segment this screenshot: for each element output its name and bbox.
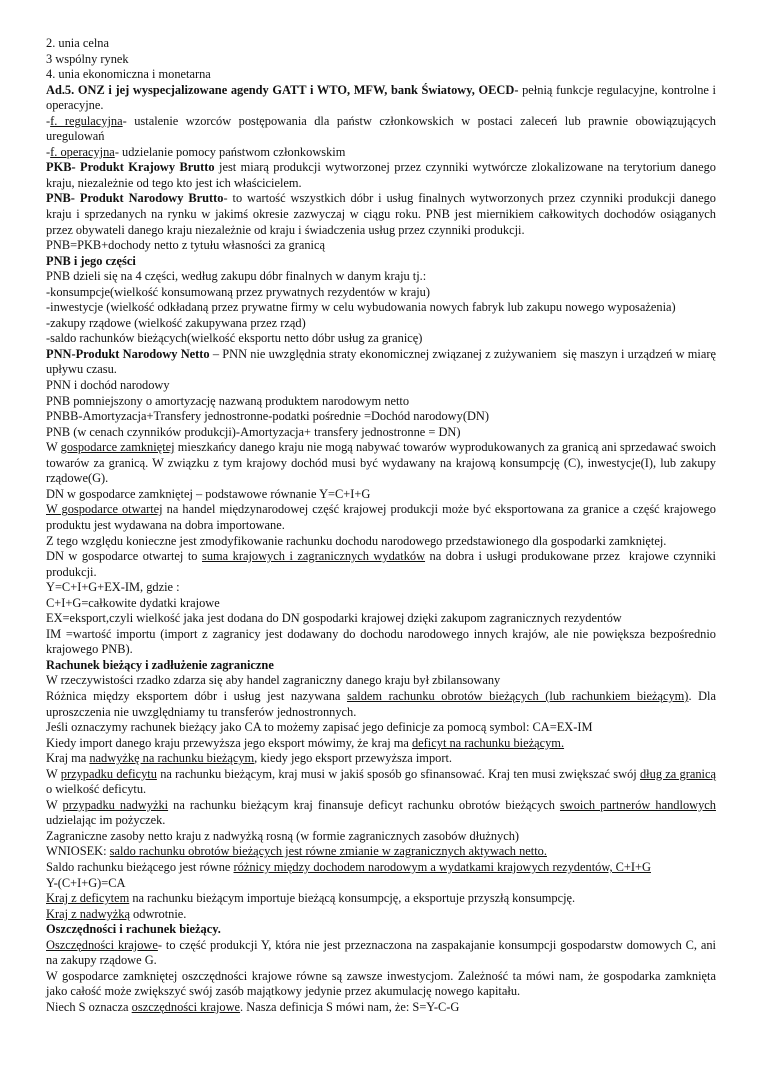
regulatory-function-term: f. regulacyjna	[50, 113, 123, 128]
paragraph-closed-economy-savings: W gospodarce zamkniętej oszczędności krajowe równe są zawsze inwestycjom. Zależność ta mówi nam, że gospodarka zamknięta jako całość może zwiększyć swój zasób majątkowy jedynie przez akumulację nowego kapitału.	[46, 968, 716, 999]
domestic-foreign-spending-term: suma krajowych i zagranicznych wydatków	[202, 549, 426, 564]
domestic-spending-definition: C+I+G=całkowite dydatki krajowe	[46, 595, 220, 610]
gnp-term: PNB- Produkt Narodowy Brutto	[46, 191, 224, 206]
operational-function-term: f. operacyjna	[50, 144, 115, 159]
agencies-heading: Ad.5. ONZ i jej wyspecjalizowane agendy GATT i WTO, MFW, bank Światowy, OECD-	[46, 82, 519, 97]
current-account-formula: Jeśli oznaczymy rachunek bieżący jako CA to możemy zapisać jego definicje za pomocą symbol: CA=EX-IM	[46, 720, 593, 735]
paragraph-nnp	[46, 346, 720, 378]
current-account-surplus-term: nadwyżkę na rachunku bieżącym	[89, 751, 255, 766]
foreign-assets-note: Zagraniczne zasoby netto kraju z nadwyżką rosną (w formie zagranicznych zasobów dłużnych)	[46, 828, 520, 843]
surplus-financing-end: udzielając im pożyczek.	[46, 813, 166, 828]
list-item-economic-union: 4. unia ekonomiczna i monetarna	[46, 67, 211, 82]
gdp-term: PKB- Produkt Krajowy Brutto	[46, 160, 215, 175]
current-account-balance-text: . Dla uproszczenia nie uwzględniamy tu transferów jednostronnych.	[46, 688, 716, 719]
current-account-deficit-term: deficyt na rachunku bieżącym.	[411, 735, 565, 750]
nnp-term: PNN-Produkt Narodowy Netto	[46, 346, 210, 361]
savings-term: oszczędności krajowe	[131, 999, 241, 1014]
paragraph-savings-definition	[46, 1000, 716, 1016]
national-income-formula-1: PNBB-Amortyzacja+Transfery jednostronne-podatki pośrednie =Dochód narodowy(DN)	[46, 409, 489, 424]
gnp-part-government: -zakupy rządowe (wielkość zakupywana przez rząd)	[46, 315, 306, 330]
agencies-text: pełnią funkcje regulacyjne, kontrolne i operacyjne.	[46, 82, 716, 113]
paragraph-surplus	[46, 751, 716, 767]
paragraph-gnp	[46, 191, 716, 238]
paragraph-gdp	[46, 160, 716, 191]
open-economy-term: W gospodarce otwartej	[46, 502, 163, 517]
trade-balance-note: W rzeczywistości rzadko zdarza się aby handel zagraniczny danego kraju był zbilansowany	[46, 673, 501, 688]
national-savings-text: - to część produkcji Y, która nie jest przeznaczona na zaspakajanie konsumpcji gospodarstw domowych C, ani na zakupy rządowe G.	[46, 937, 716, 968]
surplus-country-text: odwrotnie.	[129, 906, 187, 921]
text: WNIOSEK:	[46, 844, 110, 859]
paragraph-open-economy	[46, 502, 716, 533]
paragraph-current-account-balance	[46, 689, 716, 720]
open-economy-text: na handel międzynarodowej część krajowej produkcji może być eksportowana za granice a część krajowego produktu jest wydawana na dobra importowane.	[46, 502, 717, 532]
nnp-national-income: PNN i dochód narodowy	[46, 378, 170, 393]
balance-formula: Y-(C+I+G)=CA	[46, 875, 126, 890]
list-item-common-market: 3 wspólny rynek	[46, 51, 129, 66]
text: DN w gospodarce otwartej to	[46, 549, 202, 564]
surplus-text: , kiedy jego eksport przewyższa import.	[254, 751, 453, 766]
open-economy-income-text: na dobra i usługi produkowane przez krajowe czynniki produkcji.	[46, 549, 720, 579]
paragraph-deficit-financing	[46, 767, 716, 798]
paragraph-operational-function	[46, 145, 716, 161]
trading-partners-term: swoich partnerów handlowych	[559, 797, 716, 812]
paragraph-closed-economy	[46, 440, 716, 487]
paragraph-surplus-financing	[46, 798, 716, 829]
text: W	[46, 797, 63, 812]
paragraph-deficit	[46, 736, 716, 752]
deficit-country-text: na rachunku bieżącym importuje bieżącą konsumpcję, a eksportuje przyszłą konsumpcję.	[129, 891, 576, 906]
text: Różnica między eksportem dóbr i usług jest nazywana	[46, 688, 347, 703]
paragraph-modification: Z tego względu konieczne jest zmodyfikowanie rachunku dochodu narodowego przedstawionego dla gospodarki zamkniętej.	[46, 533, 667, 548]
operational-function-text: - udzielanie pomocy państwom członkowskim	[114, 144, 346, 159]
deficit-case-term: przypadku deficytu	[60, 766, 157, 781]
text: Saldo rachunku bieżącego jest równe	[46, 859, 234, 874]
gnp-part-current-account: -saldo rachunków bieżących(wielkość eksportu netto dóbr usług za granicę)	[46, 331, 423, 346]
income-spending-difference-term: różnicy między dochodem narodowym a wydatkami krajowych rezydentów, C+I+G	[233, 859, 651, 874]
surplus-financing-text: na rachunku bieżącym kraj finansuje deficyt rachunku obrotów bieżących	[168, 797, 560, 812]
gnp-text: - to wartość wszystkich dóbr i usług finalnych wytworzonych przez czynniki produkcji danego kraju i sprzedanych na rynku w jakimś okresie zazwyczaj w ciągu roku. PNB jest miernikiem całkowitych dochodów osiąganych przez obywateli danego kraju niezależnie od kraju i świadczenia usług przez czynniki produkcji.	[46, 191, 716, 237]
national-income-formula-2: PNB (w cenach czynników produkcji)-Amortyzacja+ transfery jednostronne = DN)	[46, 424, 461, 439]
closed-economy-term: gospodarce zamkniętej	[60, 440, 175, 455]
gdp-text: jest miarą produkcji wytworzonej przez czynniki wytwórcze zlokalizowane na terytorium danego kraju, niezależnie od tego kto jest ich właścicielem.	[46, 160, 716, 190]
text: Niech S oznacza	[46, 999, 132, 1014]
closed-economy-equation: DN w gospodarce zamkniętej – podstawowe równanie Y=C+I+G	[46, 486, 371, 501]
text: Kraj ma	[46, 751, 90, 766]
surplus-case-term: przypadku nadwyżki	[62, 797, 169, 812]
gnp-part-consumption: -konsumpcje(wielkość konsumowaną przez prywatnych rezydentów w kraju)	[46, 284, 430, 299]
foreign-debt-term: dług za granicą	[639, 766, 717, 781]
deficit-country-term: Kraj z deficytem	[46, 891, 130, 906]
dash: -	[46, 144, 51, 159]
text: W	[46, 766, 61, 781]
open-economy-equation: Y=C+I+G+EX-IM, gdzie :	[46, 580, 180, 595]
deficit-financing-end: o wielkość deficytu.	[46, 782, 147, 797]
national-savings-term: Oszczędności krajowe	[46, 937, 158, 952]
gnp-parts-intro: PNB dzieli się na 4 części, według zakupu dóbr finalnych w danym kraju tj.:	[46, 269, 427, 284]
regulatory-function-text: - ustalenie wzorców postępowania dla państw członkowskich w postaci zaleceń lub prawnie obowiązujących uregulowań	[46, 113, 716, 144]
paragraph-deficit-country	[46, 891, 716, 907]
nnp-definition: PNB pomniejszony o amortyzację nazwaną produktem narodowym netto	[46, 393, 410, 408]
export-definition: EX=eksport,czyli wielkość jaka jest dodana do DN gospodarki krajowej dzięki zakupom zagranicznych rezydentów	[46, 611, 622, 626]
gnp-part-investment: -inwestycje (wielkość odkładaną przez prywatne firmy w celu wybudowania nowych fabryk lub zakupu nowego wyposażenia)	[46, 300, 676, 315]
paragraph-regulatory-function	[46, 114, 716, 145]
paragraph-open-economy-income	[46, 549, 720, 580]
savings-definition-text: . Nasza definicja S mówi nam, że: S=Y-C-G	[240, 999, 460, 1014]
conclusion-term: saldo rachunku obrotów bieżących jest równe zmianie w zagranicznych aktywach netto.	[109, 844, 547, 859]
gnp-formula: PNB=PKB+dochody netto z tytułu własności za granicą	[46, 238, 325, 253]
paragraph-international-agencies	[46, 83, 716, 114]
heading-current-account: Rachunek bieżący i zadłużenie zagraniczne	[46, 657, 274, 672]
text: Kiedy import danego kraju przewyższa jego eksport mówimy, że kraj ma	[46, 735, 412, 750]
paragraph-national-savings	[46, 938, 716, 969]
current-account-balance-term: saldem rachunku obrotów bieżących (lub rachunkiem bieżącym)	[346, 688, 689, 703]
nnp-text: – PNN nie uwzględnia straty ekonomicznej związanej z zużywaniem się maszyn i urządzeń w miarę upływu czasu.	[46, 346, 720, 377]
surplus-country-term: Kraj z nadwyżką	[46, 906, 130, 921]
deficit-financing-text: na rachunku bieżącym, kraj musi w jakiś sposób go sfinansować. Kraj ten musi zwiększać swój	[156, 766, 640, 781]
text: W	[46, 440, 61, 455]
paragraph-surplus-country	[46, 907, 716, 923]
list-item-customs-union: 2. unia celna	[46, 36, 109, 50]
heading-gnp-parts: PNB i jego części	[46, 253, 136, 268]
import-definition: IM =wartość importu (import z zagranicy jest dodawany do dochodu narodowego innych krajów, ale nie powiększa bezpośrednio krajowego PNB).	[46, 626, 716, 657]
paragraph-conclusion	[46, 844, 716, 860]
dash: -	[46, 113, 51, 128]
heading-savings: Oszczędności i rachunek bieżący.	[46, 922, 221, 937]
paragraph-balance-equality	[46, 860, 716, 876]
closed-economy-text: mieszkańcy danego kraju nie mogą nabywać towarów wyprodukowanych za granicą ani sprzedawać swoich towarów za granicą. W związku z tym krajowy dochód musi być wydawany na krajową konsumpcję (C), inwestycje(I), lub zakupy rządowe(G).	[46, 440, 716, 486]
